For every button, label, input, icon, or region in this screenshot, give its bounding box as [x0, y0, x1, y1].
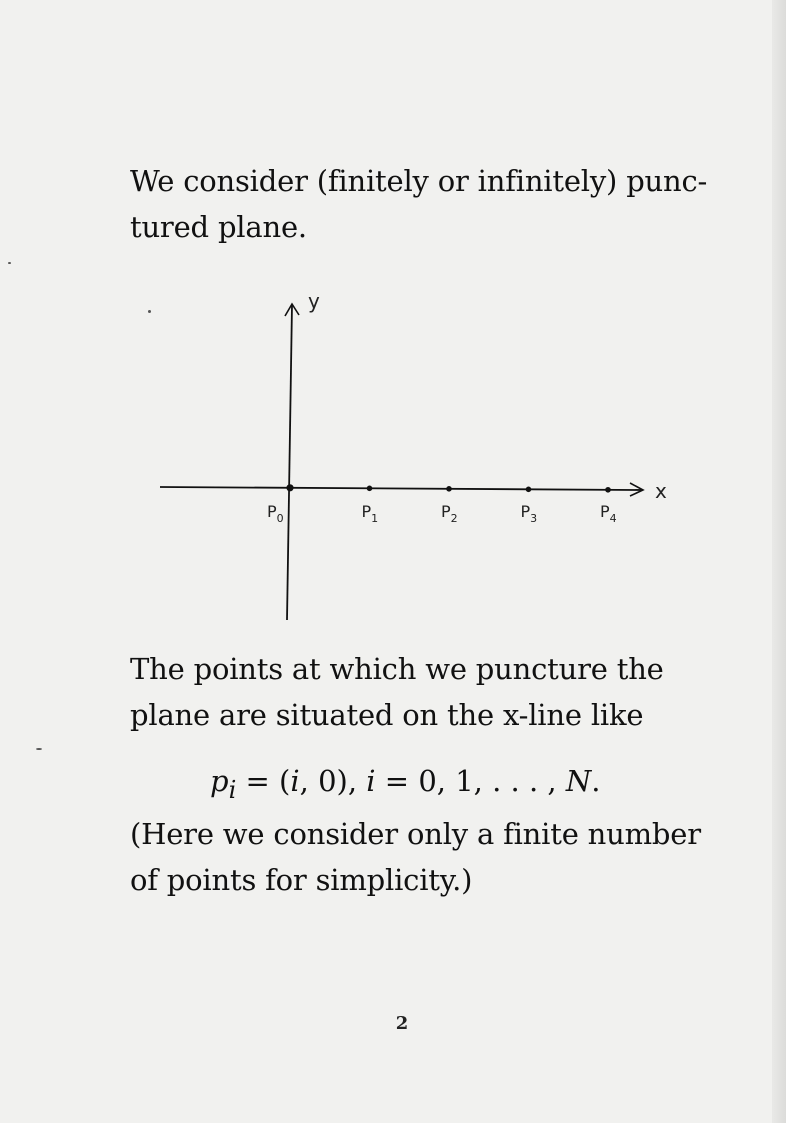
- point-label: $P_2$: [441, 502, 458, 525]
- formula-var-p: p: [210, 764, 229, 798]
- point-label: $P_4$: [600, 502, 617, 525]
- y-axis: [287, 305, 292, 620]
- description-line-2: plane are situated on the x-line like: [130, 698, 644, 732]
- puncture-point-dot: [367, 486, 373, 492]
- formula-part: , 0),: [299, 764, 367, 798]
- point-label: $P_0$: [267, 502, 284, 525]
- point-label: $P_1$: [361, 502, 379, 525]
- punctured-plane-diagram: [150, 280, 710, 630]
- intro-paragraph: [130, 158, 707, 250]
- scan-speck: [36, 748, 42, 750]
- note-line-2: of points for simplicity.): [130, 863, 473, 897]
- page-edge: [772, 0, 786, 1123]
- points-formula: [210, 758, 600, 813]
- puncture-point-dot: [605, 487, 611, 493]
- intro-line-1: We consider (finitely or infinitely) punc-: [130, 164, 708, 198]
- scan-speck: [8, 262, 11, 264]
- page-number: 2: [395, 1013, 409, 1034]
- formula-var-i: i: [366, 764, 376, 798]
- formula-var-i: i: [290, 764, 300, 798]
- x-axis: [160, 487, 642, 490]
- formula-part: = (: [236, 764, 291, 798]
- description-paragraph: [130, 646, 664, 738]
- formula-period: .: [591, 764, 601, 798]
- y-axis-label: y: [308, 289, 320, 313]
- note-paragraph: [130, 811, 701, 903]
- point-label: $P_3$: [520, 502, 538, 525]
- puncture-point-dot: [526, 486, 532, 492]
- formula-var-N: N: [565, 764, 592, 798]
- note-line-1: (Here we consider only a finite number: [130, 817, 701, 851]
- description-line-1: The points at which we puncture the: [130, 652, 664, 686]
- x-axis-label: x: [655, 479, 667, 503]
- formula-sub-i: i: [228, 775, 237, 804]
- formula-part: = 0, 1, . . . ,: [375, 764, 566, 798]
- intro-line-2: tured plane.: [130, 210, 307, 244]
- puncture-point-dot: [446, 486, 452, 492]
- puncture-point-dot: [286, 484, 293, 491]
